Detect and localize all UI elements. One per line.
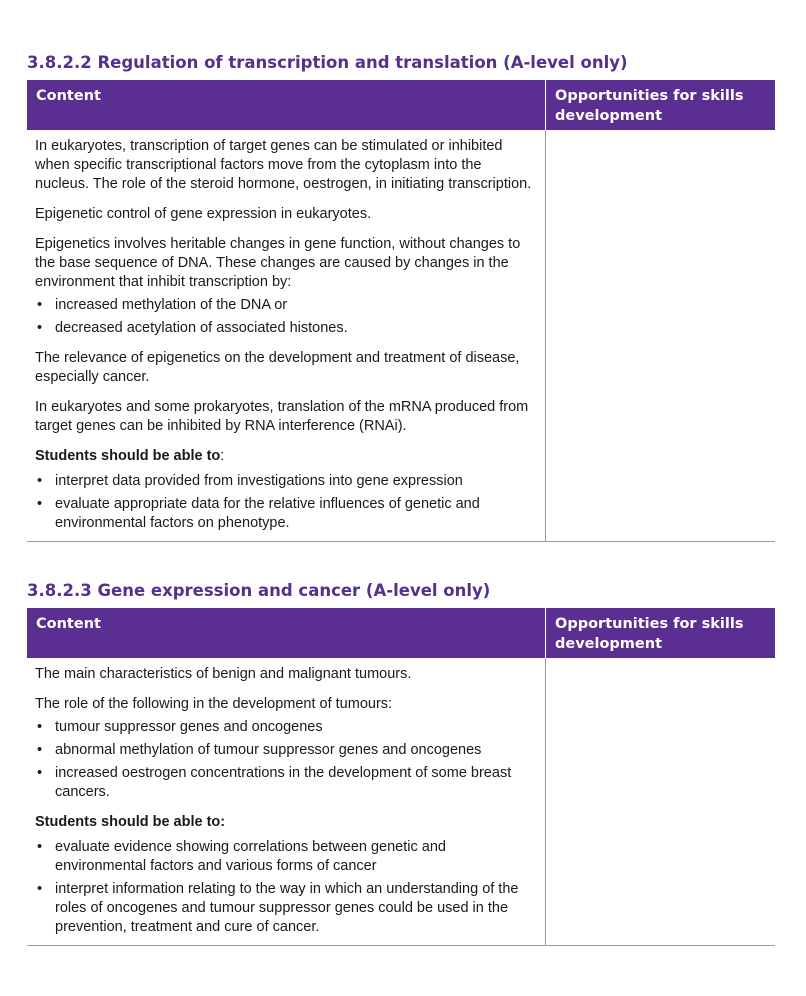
list-item bbox=[35, 495, 537, 533]
students-label: Students should be able to: bbox=[35, 814, 226, 830]
list-item-text: interpret information relating to the way in which an understanding of the roles of oncogenes and tumour suppressor genes could be used in the prevention, treatment and cure of cancer. bbox=[55, 881, 519, 935]
bullet-icon: • bbox=[37, 742, 43, 758]
list-item-text: abnormal methylation of tumour suppressor genes and oncogenes bbox=[55, 742, 482, 758]
bullet-icon: • bbox=[37, 839, 43, 855]
bullet-list bbox=[35, 296, 537, 338]
section-regulation-transcription bbox=[27, 52, 775, 542]
bullet-list bbox=[35, 472, 537, 533]
bullet-icon: • bbox=[37, 320, 43, 336]
list-item-text: evaluate evidence showing correlations between genetic and environmental factors and various forms of cancer bbox=[55, 839, 446, 874]
list-item bbox=[35, 764, 537, 802]
paragraph: The relevance of epigenetics on the development and treatment of disease, especially cancer. bbox=[35, 350, 520, 385]
bullet-icon: • bbox=[37, 765, 43, 781]
list-item-text: decreased acetylation of associated histones. bbox=[55, 320, 348, 336]
list-item bbox=[35, 472, 537, 491]
paragraph: Epigenetics involves heritable changes in gene function, without changes to the base sequence of DNA. These changes are caused by changes in the environment that inhibit transcription by: bbox=[35, 236, 521, 290]
list-item-text: interpret data provided from investigations into gene expression bbox=[55, 473, 463, 489]
students-label: Students should be able to: bbox=[35, 448, 225, 464]
section-heading: 3.8.2.2 Regulation of transcription and translation (A-level only) bbox=[27, 53, 628, 72]
bullet-icon: • bbox=[37, 473, 43, 489]
list-item bbox=[35, 741, 537, 760]
section-gene-expression-cancer bbox=[27, 580, 775, 946]
list-item-text: tumour suppressor genes and oncogenes bbox=[55, 719, 323, 735]
list-item-text: increased oestrogen concentrations in the development of some breast cancers. bbox=[55, 765, 512, 800]
content-cell bbox=[27, 130, 545, 541]
list-item bbox=[35, 319, 537, 338]
bullet-icon: • bbox=[37, 719, 43, 735]
column-header-skills: Opportunities for skills development bbox=[545, 608, 775, 658]
bullet-icon: • bbox=[37, 496, 43, 512]
skills-cell bbox=[545, 130, 775, 541]
section-heading: 3.8.2.3 Gene expression and cancer (A-level only) bbox=[27, 581, 491, 600]
bullet-icon: • bbox=[37, 881, 43, 897]
list-item bbox=[35, 718, 537, 737]
column-header-content: Content bbox=[36, 616, 101, 632]
list-item bbox=[35, 838, 537, 876]
list-item-text: evaluate appropriate data for the relative influences of genetic and environmental factors on phenotype. bbox=[55, 496, 480, 531]
paragraph: The role of the following in the development of tumours: bbox=[35, 696, 393, 712]
table-body bbox=[27, 658, 775, 946]
skills-cell bbox=[545, 658, 775, 945]
column-header-content: Content bbox=[36, 88, 101, 104]
list-item-text: increased methylation of the DNA or bbox=[55, 297, 288, 313]
list-item bbox=[35, 880, 537, 937]
paragraph: In eukaryotes, transcription of target genes can be stimulated or inhibited when specific transcriptional factors move from the cytoplasm into the nucleus. The role of the steroid hormone, oestrogen, in initiating transcription. bbox=[35, 138, 532, 192]
list-item bbox=[35, 296, 537, 315]
paragraph: Epigenetic control of gene expression in eukaryotes. bbox=[35, 206, 372, 222]
table-header bbox=[27, 80, 775, 130]
content-cell bbox=[27, 658, 545, 945]
bullet-list bbox=[35, 718, 537, 802]
bullet-list bbox=[35, 838, 537, 937]
paragraph: The main characteristics of benign and malignant tumours. bbox=[35, 666, 412, 682]
column-header-skills: Opportunities for skills development bbox=[545, 80, 775, 130]
table-header bbox=[27, 608, 775, 658]
bullet-icon: • bbox=[37, 297, 43, 313]
table-body bbox=[27, 130, 775, 542]
paragraph: In eukaryotes and some prokaryotes, translation of the mRNA produced from target genes can be inhibited by RNA interference (RNAi). bbox=[35, 399, 529, 434]
